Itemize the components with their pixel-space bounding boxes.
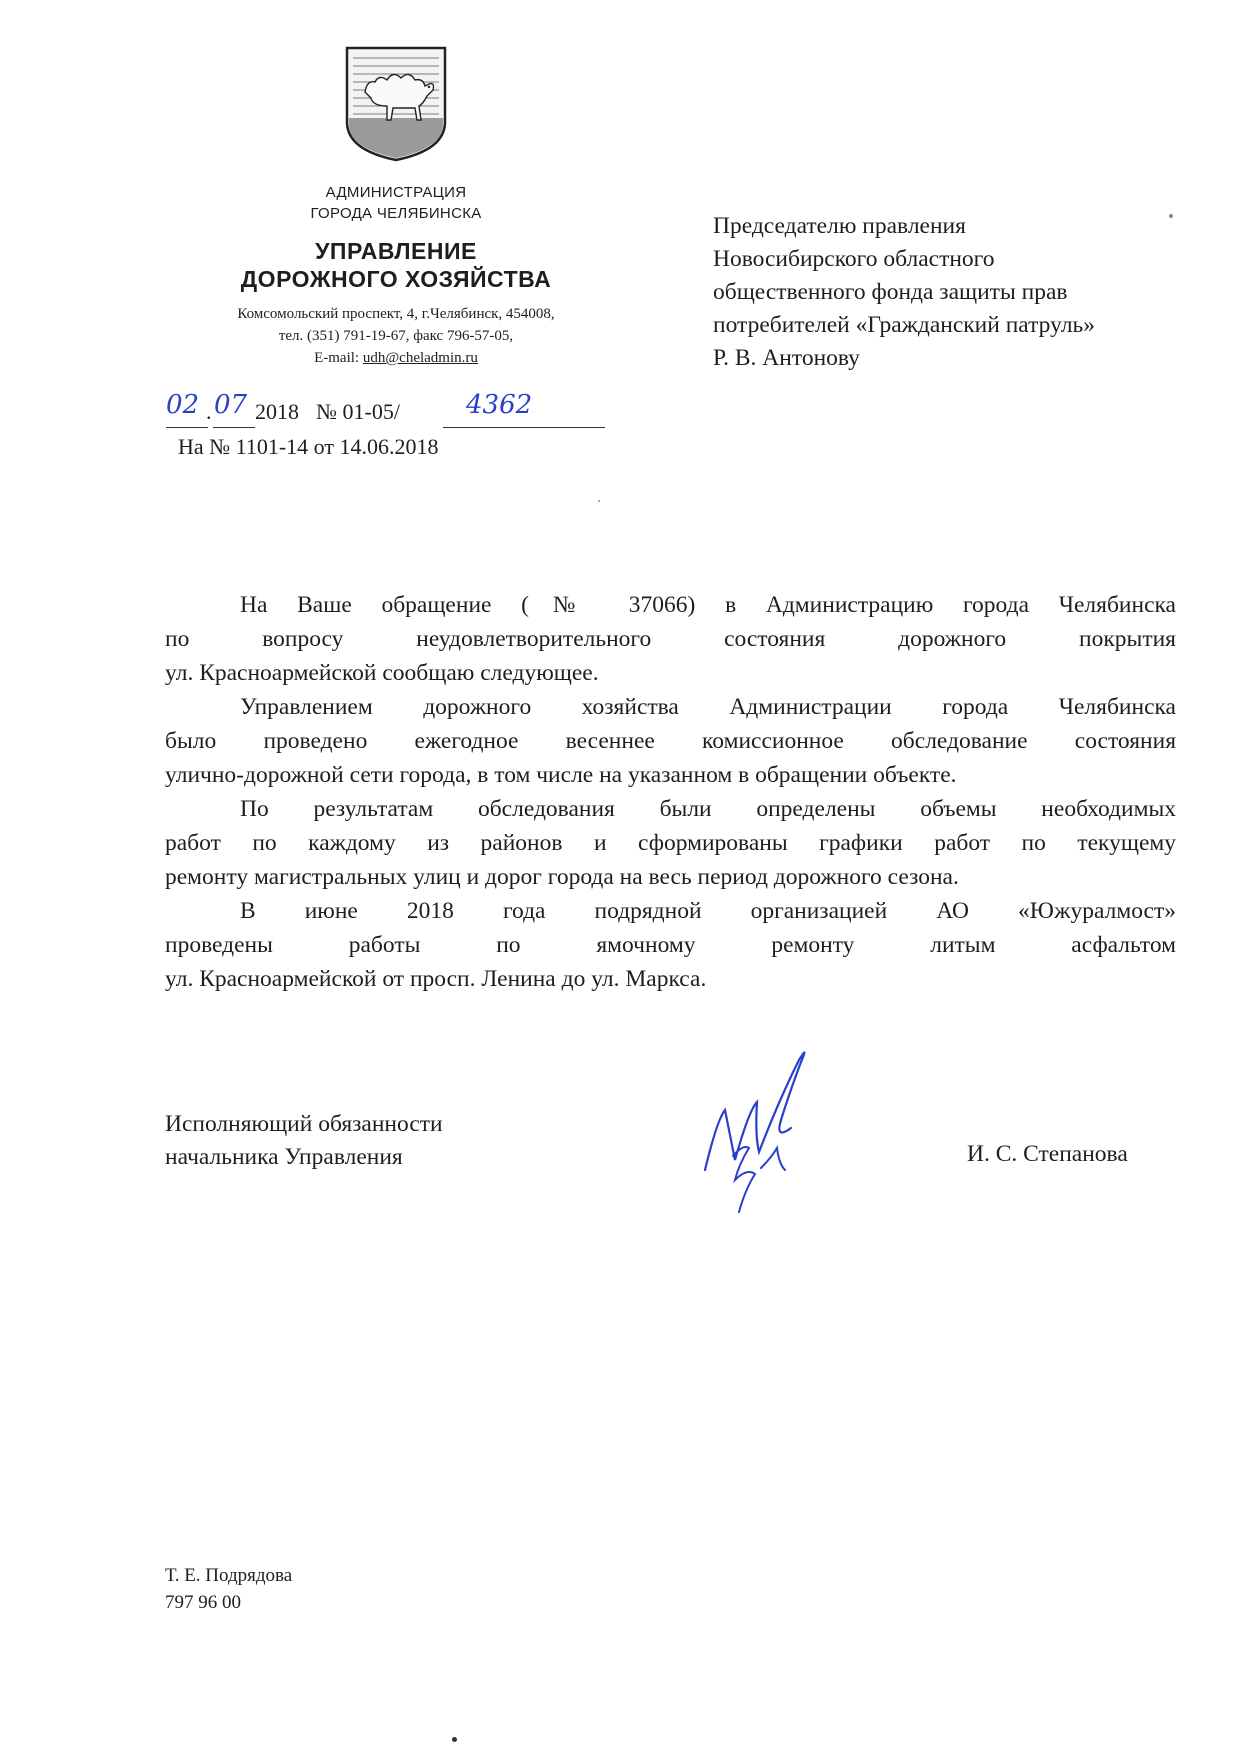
scan-speck: [598, 500, 600, 502]
body-line: По результатам обследования были определены объемы необходимых: [240, 796, 1176, 822]
scan-speck: [1169, 214, 1173, 218]
body-line: по вопросу неудовлетворительного состояния дорожного покрытия: [165, 626, 1176, 652]
signatory-title: [165, 1108, 443, 1174]
addressee-block: [713, 210, 1213, 375]
body-line: улично-дорожной сети города, в том числе на указанном в обращении объекте.: [165, 762, 957, 788]
letterhead-address: Комсомольский проспект, 4, г.Челябинск, 454008,: [237, 306, 555, 322]
reference-line: На № 1101-14 от 14.06.2018: [178, 434, 439, 459]
letterhead-phone: тел. (351) 791-19-67, факс 796-57-05,: [278, 328, 514, 344]
registration-number-prefix: № 01-05/: [316, 399, 400, 424]
addressee-line: общественного фонда защиты прав: [713, 279, 1068, 305]
scan-speck: [452, 1737, 457, 1742]
letterhead-email: [176, 350, 616, 367]
email-label: E-mail:: [314, 350, 363, 366]
body-line: Управлением дорожного хозяйства Администрации города Челябинска: [240, 694, 1176, 720]
administration-line: АДМИНИСТРАЦИЯ: [325, 184, 467, 201]
registration-line: 02 . 07 2018 № 01-05/ 4362: [166, 396, 606, 430]
handwritten-month: 07: [214, 390, 248, 420]
body-line: проведены работы по ямочному ремонту литым асфальтом: [165, 932, 1176, 958]
signatory-title-line: Исполняющий обязанности: [165, 1111, 443, 1137]
addressee-name: Р. В. Антонову: [713, 345, 860, 371]
body-line: ремонту магистральных улиц и дорог города на весь период дорожного сезона.: [165, 864, 959, 890]
executor-phone: 797 96 00: [165, 1592, 241, 1613]
body-line: На Ваше обращение (№ 37066) в Администрацию города Челябинска: [240, 592, 1176, 618]
department-title-line1: УПРАВЛЕНИЕ: [315, 238, 477, 264]
coat-of-arms-icon: [343, 44, 449, 162]
signatory-title-line: начальника Управления: [165, 1144, 403, 1170]
signatory-name: И. С. Степанова: [967, 1141, 1128, 1167]
addressee-line: потребителей «Гражданский патруль»: [713, 312, 1096, 338]
body-line: В июне 2018 года подрядной организацией АО «Южуралмост»: [240, 898, 1176, 924]
handwritten-signature: [695, 1040, 825, 1220]
handwritten-day: 02: [166, 390, 200, 420]
addressee-line: Новосибирского областного: [713, 246, 995, 272]
email-link[interactable]: udh@cheladmin.ru: [362, 350, 478, 366]
handwritten-number: 4362: [466, 390, 533, 420]
body-line: работ по каждому из районов и сформированы графики работ по текущему: [165, 830, 1176, 856]
body-line: ул. Красноармейской сообщаю следующее.: [165, 660, 599, 686]
registration-year: 2018: [255, 399, 299, 424]
letter-body: [165, 588, 1176, 996]
administration-city-line: ГОРОДА ЧЕЛЯБИНСКА: [310, 205, 482, 222]
executor-name: Т. Е. Подрядова: [165, 1565, 293, 1586]
executor-block: [165, 1562, 292, 1616]
department-title-line2: ДОРОЖНОГО ХОЗЯЙСТВА: [240, 266, 552, 292]
body-line: было проведено ежегодное весеннее комиссионное обследование состояния: [165, 728, 1176, 754]
body-line: ул. Красноармейской от просп. Ленина до ул. Маркса.: [165, 966, 707, 992]
addressee-line: Председателю правления: [713, 213, 966, 239]
